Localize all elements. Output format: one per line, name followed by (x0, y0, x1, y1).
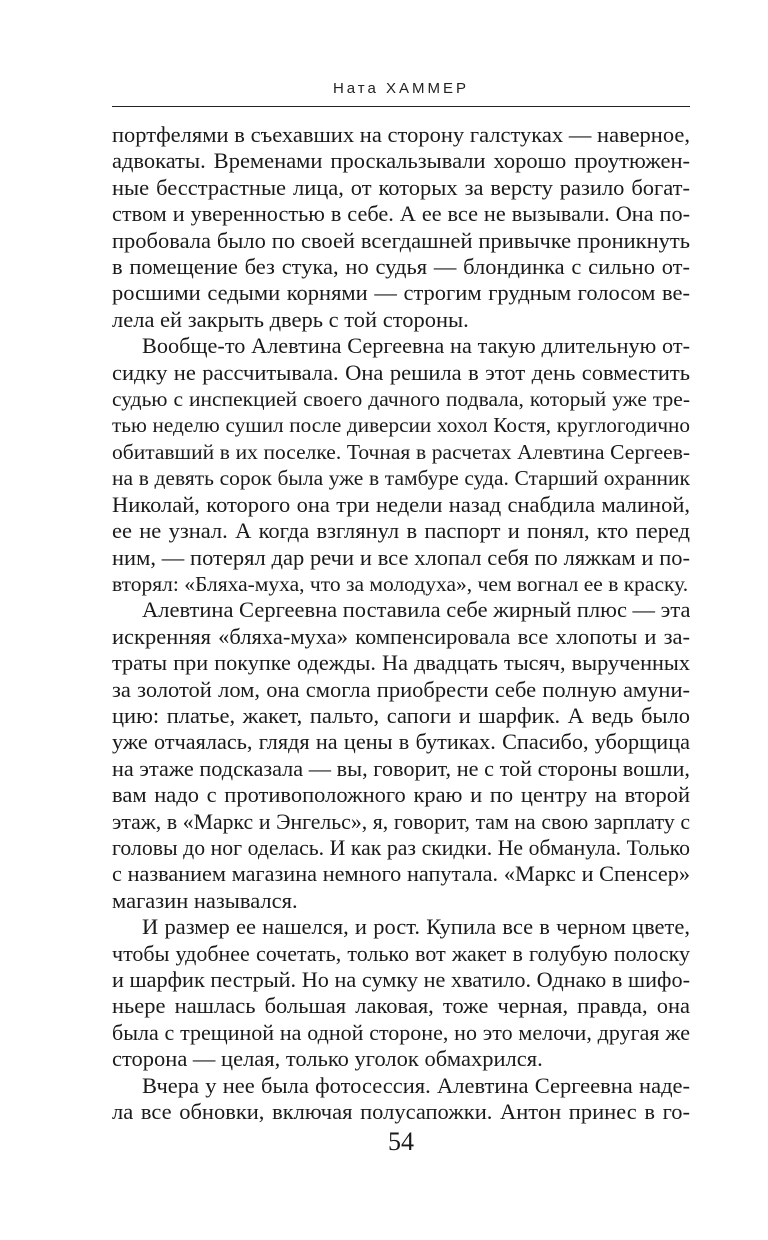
paragraph (112, 597, 690, 914)
page-number: 54 (388, 1127, 414, 1156)
text-line: портфелями в съехавших на сторону галстуках — наверное, (112, 122, 690, 147)
paragraph (112, 122, 690, 333)
text-line: И размер ее нашелся, и рост. Купила все в черном цвете, (142, 914, 690, 940)
header-rule (112, 106, 690, 107)
text-line: лела ей закрыть дверь с той стороны. (112, 306, 469, 332)
text-line: магазин назывался. (112, 887, 298, 913)
text-line: ством и уверенностью в себе. А ее все не вызывали. Она по- (112, 201, 690, 227)
text-line: ла все обновки, включая полусапожки. Антон принес в го- (112, 1099, 690, 1125)
text-line: Алевтина Сергеевна поставила себе жирный плюс — эта (142, 597, 690, 623)
text-line: ные бесстрастные лица, от которых за версту разило богат- (112, 174, 690, 200)
text-line: сторона — целая, только уголок обмахрился. (112, 1046, 543, 1072)
text-line: на в девять сорок была уже в тамбуре суда. Старший охранник (112, 466, 690, 491)
text-line: за золотой лом, она смогла приобрести себе полную амуни- (112, 676, 690, 702)
text-line: пробовала было по своей всегдашней привычке проникнуть (112, 227, 690, 253)
text-line: цию: платье, жакет, пальто, сапоги и шарфик. А ведь было (112, 702, 690, 728)
text-line: вам надо с противоположного краю и по центру на второй (112, 782, 690, 808)
text-line: сидку не рассчитывала. Она решила в этот день совместить (112, 359, 690, 385)
text-line: искренняя «бляха-муха» компенсировала все хлопоты и за- (112, 623, 690, 649)
text-line: адвокаты. Временами проскальзывали хорошо проутюжен- (112, 148, 690, 174)
paragraph (112, 333, 690, 597)
paragraph (112, 914, 690, 1072)
text-line: уже отчаялась, глядя на цены в бутиках. Спасибо, уборщица (112, 729, 690, 755)
text-line: вторял: «Бляха-муха, что за молодуха», чем вогнал ее в краску. (112, 571, 689, 596)
text-line: тью неделю сушил после диверсии хохол Костя, круглогодично (112, 413, 690, 438)
text-line: головы до ног оделась. И как раз скидки. Не обманула. Только (112, 835, 690, 860)
body-text (112, 122, 690, 1125)
text-line: росшими седыми корнями — строгим грудным голосом ве- (112, 280, 690, 306)
text-line: ним, — потерял дар речи и все хлопал себя по ляжкам и по- (112, 544, 690, 570)
running-head: Ната ХАММЕР (332, 80, 470, 97)
paragraph (112, 1073, 690, 1126)
text-line: Вчера у нее была фотосессия. Алевтина Сергеевна наде- (142, 1072, 690, 1098)
text-line: обитавший в их поселке. Точная в расчетах Алевтина Сергеев- (112, 439, 690, 464)
text-line: Вообще-то Алевтина Сергеевна на такую длительную от- (142, 333, 690, 359)
text-line: ньере нашлась большая лаковая, тоже черная, правда, она (112, 993, 690, 1019)
text-line: была с трещиной на одной стороне, но это мелочи, другая же (112, 1019, 690, 1045)
text-line: траты при покупке одежды. На двадцать тысяч, вырученных (112, 650, 690, 676)
text-line: чтобы удобнее сочетать, только вот жакет в голубую полоску (112, 940, 690, 966)
text-line: судью с инспекцией своего дачного подвала, который уже тре- (112, 387, 690, 412)
text-line: в помещение без стука, но судья — блондинка с сильно от- (112, 254, 690, 280)
text-line: и шарфик пестрый. Но на сумку не хватило. Однако в шифо- (112, 967, 690, 992)
text-line: ее не узнал. А когда взглянул в паспорт и понял, кто перед (112, 518, 690, 544)
text-line: с названием магазина немного напутала. «Маркс и Спенсер» (112, 861, 690, 887)
text-line: этаж, в «Маркс и Энгельс», я, говорит, там на свою зарплату с (112, 809, 690, 834)
text-line: Николай, которого она три недели назад снабдила малиной, (112, 491, 690, 517)
text-line: на этаже подсказала — вы, говорит, не с той стороны вошли, (112, 755, 690, 781)
